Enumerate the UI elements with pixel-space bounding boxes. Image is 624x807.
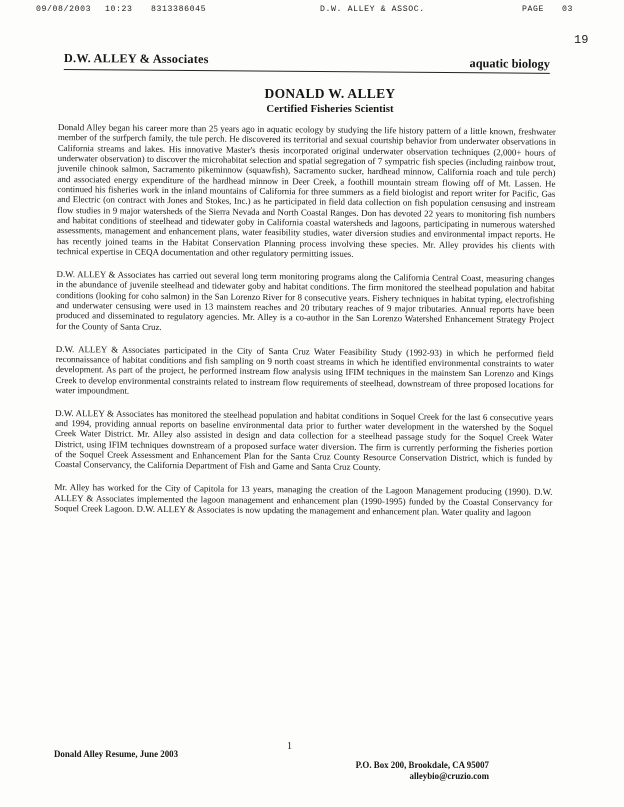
footer-resume-label: Donald Alley Resume, June 2003 — [54, 749, 179, 759]
fax-sender: D.W. ALLEY & ASSOC. — [320, 5, 425, 14]
fax-phone: 8313386045 — [151, 5, 207, 14]
fax-header — [36, 5, 596, 17]
handwritten-page-number: 19 — [574, 33, 589, 47]
paragraph-water-feasibility: D.W. ALLEY & Associates participated in the City of Santa Cruz Water Feasibility Study (1992-93) in which he performed field reconnaissance of habitat conditions and fish sampling on 9 north coast streams in which he identified environmental constraints to water development. As part of the project, he performed instream flow analysis using IFIM techniques in the mainstem San Lorenzo and Kings Creek to develop environmental constraints related to instream flow requirements of steelhead, downstream of three proposed locations for water impoundment. — [55, 343, 554, 396]
firm-tagline: aquatic biology — [469, 56, 550, 71]
fax-date: 09/08/2003 — [36, 5, 92, 14]
document-subtitle: Certified Fisheries Scientist — [266, 103, 394, 115]
footer-email: alleybio@cruzio.com — [409, 771, 489, 781]
fax-page-number: 03 — [562, 5, 574, 14]
footer-address: P.O. Box 200, Brookdale, CA 95007 — [355, 760, 489, 770]
paragraph-monitoring: D.W. ALLEY & Associates has carried out several long term monitoring programs along the California Central Coast, measuring changes in the abundance of juvenile steelhead and tidewater goby and habitat conditions. The firm monitored the steelhead population and habitat conditions (looking for coho salmon) in the San Lorenzo River for 8 consecutive years. Fishery techniques in habitat typing, electrofishing and underwater censusing were used in 13 mainstem reaches and 20 tributary reaches of 9 major tributaries. Annual reports have been produced and disseminated to regulatory agencies. Mr. Alley is a co-author in the San Lorenzo Watershed Enhancement Strategy Project for the County of Santa Cruz. — [55, 268, 555, 332]
letterhead — [64, 47, 550, 74]
fax-page-label: PAGE — [522, 5, 545, 14]
fax-time: 10:23 — [105, 5, 133, 14]
paragraph-capitola: Mr. Alley has worked for the City of Capitola for 13 years, managing the creation of the Lagoon Management producing (1990). D.W. ALLEY & Associates implemented the lagoon management and enhancement plan (1990-1995) funded by the Coastal Conservancy for Soquel Creek Lagoon. D.W. ALLEY & Associates is now updating the management and enhancement plan. Water quality and lagoon — [54, 482, 553, 518]
footer-page-number: 1 — [287, 741, 292, 752]
paragraph-soquel-creek: D.W. ALLEY & Associates has monitored the steelhead population and habitat conditions in Soquel Creek for the last 6 consecutive years and 1994, providing annual reports on baseline environmental data prior to further water development in the watershed by the Soquel Creek Water District. Mr. Alley also assisted in design and data collection for a steelhead passage study for the Soquel Creek Water District, using IFIM techniques downstream of a proposed surface water diversion. The firm is currently performing the fisheries portion of the Soquel Creek Assessment and Enhancement Plan for the Santa Cruz County Resource Conservation District, which is funded by Coastal Conservancy, the California Department of Fish and Game and Santa Cruz County. — [54, 407, 554, 473]
paragraph-career: Donald Alley began his career more than 25 years ago in aquatic ecology by studying the life history pattern of a little known, freshwater member of the surfperch family, the tule perch. He discovered its territorial and sexual courtship behavior from underwater observations in California streams and lakes. His innovative Master's thesis incorporated original underwater observation techniques (2,000+ hours of underwater observation) to discover the microhabitat selection and spatial segregation of 7 sympatric fish species (including rainbow trout, juvenile chinook salmon, Sacramento pikeminnow (squawfish), Sacramento sucker, hardhead minnow, California roach and tule perch) and associated energy expenditure of the hardhead minnow in Deer Creek, a foothill mountain stream flowing off of Mt. Lassen. He continued his fisheries work in the inland mountains of California for three summers as a field biologist and report writer for Pacific, Gas and Electric (on contract with Jones and Stokes, Inc.) as he participated in field data collection on fish population censusing and instream flow studies in 9 major watersheds of the Sierra Nevada and North Coastal Ranges. Don has devoted 22 years to monitoring fish numbers and habitat conditions of steelhead and tidewater goby in California coastal watersheds and lagoons, participating in numerous watershed assessments, management and enhancement plans, water feasibility studies, water diversion studies and environmental impact reports. He has recently joined teams in the Habitat Conservation Planning process involving these species. Mr. Alley provides his clients with technical expertise in CEQA documentation and other regulatory permitting issues. — [56, 122, 556, 259]
resume-body — [54, 122, 556, 531]
document-title: DONALD W. ALLEY — [264, 86, 396, 101]
firm-name: D.W. ALLEY & Associates — [63, 50, 209, 67]
